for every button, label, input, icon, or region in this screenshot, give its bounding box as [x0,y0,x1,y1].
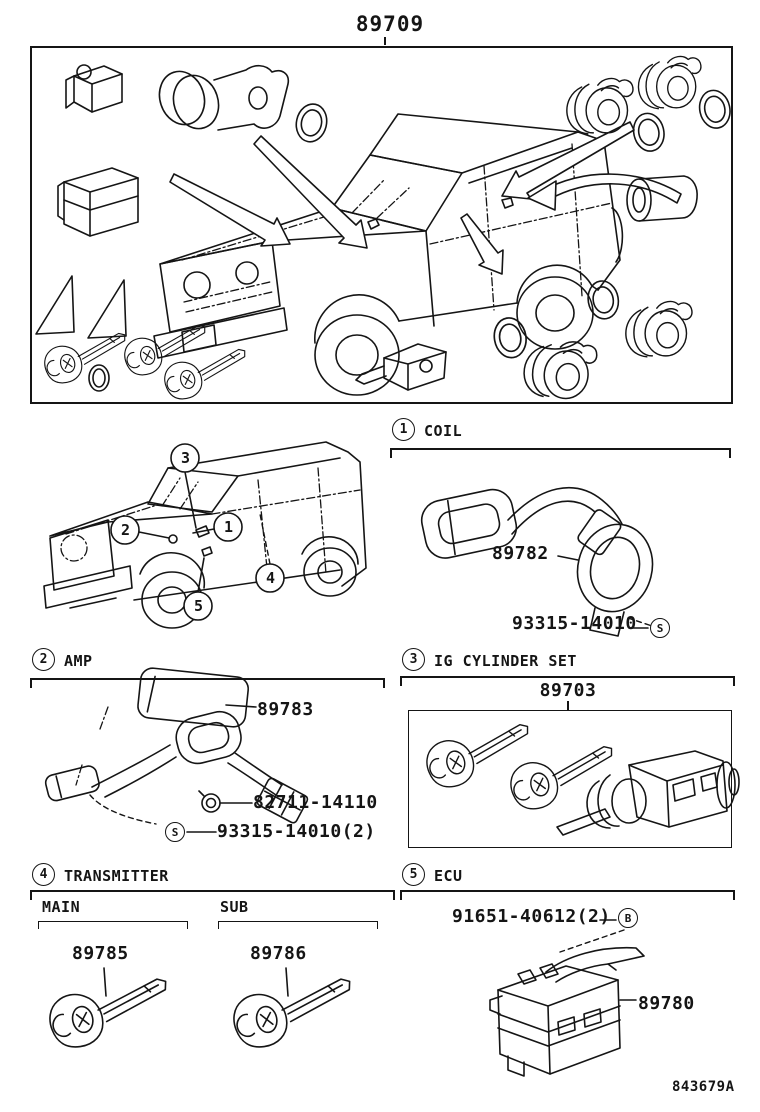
group-bracket [400,890,735,900]
door-lock-cylinder-icon [626,301,692,356]
section-ecu-number: 5 [402,863,425,886]
grommet-icon [199,791,220,812]
sensor-bracket-icon [66,65,122,112]
quarter-window-icon [36,276,74,334]
grommet-part-number: 82711-14110 [253,792,378,813]
bolt-symbol: B [618,908,638,928]
key-ring-icon [89,365,109,391]
pointer-arrows [170,122,681,274]
section-ecu-label: ECU [434,867,463,885]
callout-3: 3 [181,449,191,467]
amp-screw-part-number: 93315-14010(2) [217,821,376,842]
ig-tick [567,701,569,710]
group-bracket [38,921,188,929]
door-lock-cylinder-icon [521,335,598,403]
key-icon [41,330,132,386]
section-transmitter-number: 4 [32,863,55,886]
callout-1: 1 [224,518,234,536]
group-bracket [30,890,395,900]
ecu-part-number: 89780 [638,993,695,1014]
section-amp-number: 2 [32,648,55,671]
transmitter-sub-key-icon [229,975,359,1052]
main-illustration-box [30,46,733,404]
coil-screw-part-number: 93315-14010 [512,613,637,634]
key-icon [506,743,621,814]
amp-coil-icon [172,708,245,768]
main-part-number: 89785 [72,943,129,964]
page-title: 89709 [355,12,425,36]
ignition-switch-icon [356,344,446,390]
section-ig-label: IG CYLINDER SET [434,652,577,670]
section-transmitter-label: TRANSMITTER [64,867,169,885]
relay-box-icon [58,168,138,236]
main-group-label: MAIN [42,898,81,916]
quarter-window-icon [88,280,126,338]
sub-group-label: SUB [220,898,249,916]
transmitter-main-key-icon [45,975,175,1052]
sub-part-number: 89786 [250,943,307,964]
section-amp-label: AMP [64,652,93,670]
callout-2: 2 [121,521,131,539]
ignition-cylinder-icon [153,66,289,135]
ig-part-number: 89703 [539,680,597,701]
coil-part-number: 89782 [492,543,549,564]
screw-symbol: S [650,618,670,638]
truck-overview-illustration [32,48,735,406]
title-tick [384,37,386,45]
gasket-ring-icon [630,111,667,154]
gasket-ring-icon [491,315,529,360]
section-coil-label: COIL [424,422,463,440]
section-ig-number: 3 [402,648,425,671]
ecu-box-icon [490,948,644,1076]
gasket-ring-icon [696,88,733,131]
section-coil-number: 1 [392,418,415,441]
ecu-bolt-part-number: 91651-40612(2) [452,906,611,927]
amp-cover-icon [137,667,250,728]
vehicle-callout-illustration [30,418,380,643]
callout-5: 5 [194,597,204,615]
door-lock-cylinder-icon [567,78,633,133]
ig-set-box [408,710,732,848]
screw-symbol: S [165,822,185,842]
drawing-code: 843679A [672,1079,735,1095]
door-lock-cylinder-icon [638,56,700,108]
truck-body [154,114,622,395]
callout-4: 4 [266,569,276,587]
ig-set-illustration [409,711,733,849]
gasket-ring-icon [293,101,330,144]
group-bracket [218,921,378,929]
amp-part-number: 89783 [257,699,314,720]
transmitter-keys-illustration [30,968,395,1075]
vehicle-callouts [111,444,284,620]
